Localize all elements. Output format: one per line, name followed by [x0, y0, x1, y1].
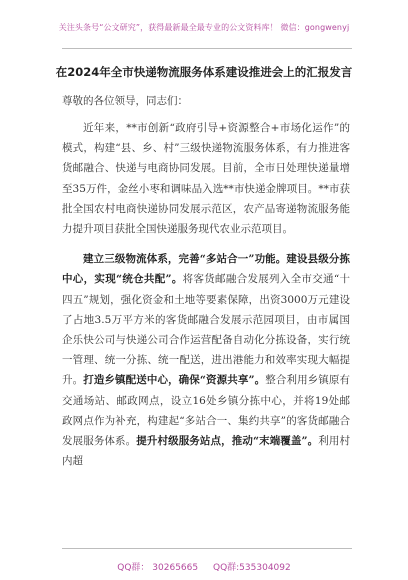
top-banner: 关注头条号“公文研究”，获得最新最全最专业的公文资料库！ 微信：gongwenyj — [58, 23, 350, 32]
heading-township-center: 打造乡镇配送中心，确保“资源共享”。 — [83, 374, 266, 387]
salutation: 尊敬的各位领导，同志们： — [62, 95, 188, 107]
footer-qq-group-1: QQ群： 30265665 — [117, 563, 199, 573]
paragraph-2-text-2: 整合利用乡镇原有交通场站、邮政网点，设立16处乡镇分拣中心，并将19处邮政网点作为补充，构建起“多站合一、集约共享”的客货邮融合发展服务体系。 — [62, 374, 351, 448]
paragraph-2 — [62, 249, 350, 471]
footer-divider — [62, 548, 352, 549]
paragraph-2-text-1: 将客货邮融合发展列入全市交通“十四五”规划，强化资金和土地等要素保障，出资3000万元建设了占地3.5万平方米的客货邮融合发展示范园项目，由市属国企乐快公司与快递公司合作运营配备自动化分拣设备，实行统一管理、统一分拣、统一配送，进出港能力和效率实现大幅提升。 — [62, 273, 350, 387]
footer — [0, 560, 408, 573]
header-divider — [62, 48, 352, 49]
footer-qq-group-2: QQ群:535304092 — [212, 563, 291, 573]
document-title: 在2024年全市快递物流服务体系建设推进会上的汇报发言 — [55, 65, 353, 79]
paragraph-1: 近年来，**市创新“政府引导+资源整合+市场化运作”的模式，构建“县、乡、村”三级快递物流服务体系，有力推进客货邮融合、快递与电商协同发展。目前，全市日处理快递量增至35万件，金丝小枣和调味品入选**市快递金牌项目。**市获批全国农村电商快递协同发展示范区，农产品寄递物流服务能力提升项目获批全国快递服务现代农业示范项目。 — [62, 122, 350, 236]
heading-village-station: 提升村级服务站点，推动“末端覆盖”。 — [136, 435, 319, 448]
heading-three-tier-system: 建立三级物流体系，完善“多站合一”功能。建设县级分拣中心，实现“统仓共配”。 — [62, 253, 350, 286]
paragraph-2-text-3: 利用村内超 — [62, 435, 351, 468]
document-body — [62, 118, 350, 471]
